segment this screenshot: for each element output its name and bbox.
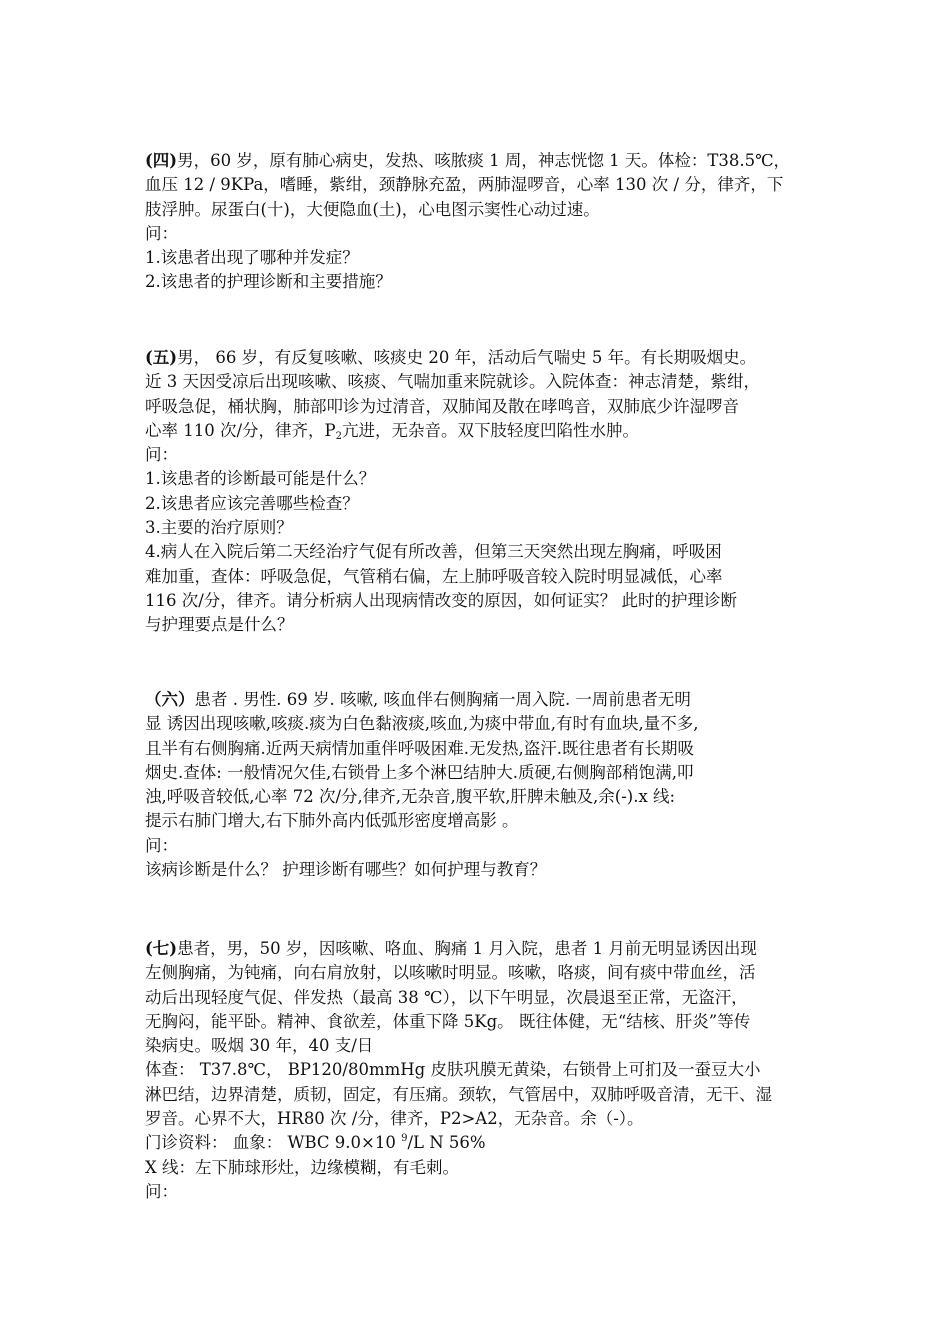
case-5-line-4: 心率 110 次/分，律齐，$P_2$亢进，无杂音。双下肢轻度凹陷性水肿。 xyxy=(145,420,640,442)
case-7-line-3: 动后出现轻度气促、伴发热（最高 38 ℃），以下午明显，次晨退至正常，无盗汗， xyxy=(145,987,748,1007)
case-7-ask: 问： xyxy=(145,1181,178,1201)
case-5 xyxy=(145,346,825,638)
case-4-line-3: 肢浮肿。尿蛋白(十)，大便隐血(土)，心电图示窦性心动过速。 xyxy=(145,199,600,219)
case-4 xyxy=(145,149,825,295)
case-7-line-4: 无胸闷，能平卧。精神、食欲差，体重下降 5Kg。 既往体健，无“结核、肝炎”等传 xyxy=(145,1011,751,1031)
case-5-line-3: 呼吸急促，桶状胸，肺部叩诊为过清音，双肺闻及散在哮鸣音，双肺底少许湿啰音 xyxy=(145,396,739,416)
case-7-line-5: 染病史。吸烟 30 年，40 支/日 xyxy=(145,1036,374,1056)
case-5-question-4-line-4: 与护理要点是什么？ xyxy=(145,615,294,635)
case-6-line-4: 烟史.查体: 一般情况欠佳,右锁骨上多个淋巴结肿大.质硬,右侧胸部稍饱满,叩 xyxy=(145,762,694,782)
case-7-line-9: 门诊资料： 血象： WBC 9.0×10 $^9$/L N 56% xyxy=(145,1133,486,1153)
case-6-heading: （六） xyxy=(145,690,195,709)
case-7-line-10: X 线：左下肺球形灶，边缘模糊，有毛刺。 xyxy=(145,1157,459,1177)
case-5-line-1: (五)男， 66 岁，有反复咳嗽、咳痰史 20 年，活动后气喘史 5 年。有长期吸烟史。 xyxy=(145,348,757,367)
case-5-line-2: 近 3 天因受凉后出现咳嗽、咳痰、气喘加重来院就诊。入院体查：神志清楚，紫绀， xyxy=(145,372,760,392)
case-6-line-1: （六）患者 . 男性. 69 岁. 咳嗽, 咳血伴右侧胸痛一周入院. 一周前患者无明 xyxy=(145,690,691,709)
case-6-line-3: 且半有右侧胸痛.近两天病情加重伴呼吸困难.无发热,盗汗.既往患者有长期吸 xyxy=(145,738,694,758)
case-5-question-4-line-2: 难加重，查体：呼吸急促，气管稍右偏，左上肺呼吸音较入院时明显减低，心率 xyxy=(145,566,723,586)
case-6-line-5: 浊,呼吸音较低,心率 72 次/分,律齐,无杂音,腹平软,肝脾未触及,余(-).x 线: xyxy=(145,787,676,807)
case-4-line-1: (四)男，60 岁，原有肺心病史，发热、咳脓痰 1 周，神志恍惚 1 天。体检：T38.5℃， xyxy=(145,151,791,170)
case-4-line-2: 血压 12 / 9KPa，嗜睡，紫绀，颈静脉充盈，两肺湿啰音，心率 130 次 / 分，律齐，下 xyxy=(145,175,784,195)
case-7-heading: (七) xyxy=(145,939,178,958)
case-6-line-6: 提示右肺门增大,右下肺外高内低弧形密度增高影 。 xyxy=(145,811,519,831)
case-7 xyxy=(145,937,825,1204)
case-5-question-4-line-1: 4.病人在入院后第二天经治疗气促有所改善，但第三天突然出现左胸痛，呼吸困 xyxy=(145,542,722,562)
case-5-question-4-line-3: 116 次/分，律齐。请分析病人出现病情改变的原因，如何证实？ 此时的护理诊断 xyxy=(145,590,738,610)
case-7-line-8: 罗音。心界不大，HR80 次 /分，律齐，P2>A2，无杂音。余（-）。 xyxy=(145,1109,644,1129)
case-7-line-6: 体查： T37.8℃， BP120/80mmHg 皮肤巩膜无黄染，右锁骨上可扪及一蚕豆大小 xyxy=(145,1060,761,1080)
case-6 xyxy=(145,688,825,882)
case-5-question-1: 1.该患者的诊断最可能是什么？ xyxy=(145,469,376,489)
case-6-question: 该病诊断是什么？ 护理诊断有哪些？如何护理与教育？ xyxy=(145,860,547,880)
case-4-heading: (四) xyxy=(145,151,178,170)
case-5-question-2: 2.该患者应该完善哪些检查？ xyxy=(145,493,359,513)
case-7-line-1: (七)患者，男，50 岁，因咳嗽、咯血、胸痛 1 月入院，患者 1 月前无明显诱因出现 xyxy=(145,939,757,958)
case-5-ask: 问： xyxy=(145,445,178,465)
case-4-question-2: 2.该患者的护理诊断和主要措施？ xyxy=(145,272,392,292)
case-4-ask: 问： xyxy=(145,223,178,243)
case-4-question-1: 1.该患者出现了哪种并发症？ xyxy=(145,248,359,268)
case-5-heading: (五) xyxy=(145,348,178,367)
case-7-line-2: 左侧胸痛，为钝痛，向右肩放射，以咳嗽时明显。咳嗽，咯痰，间有痰中带血丝，活 xyxy=(145,963,756,983)
case-6-line-2: 显 诱因出现咳嗽,咳痰.痰为白色黏液痰,咳血,为痰中带血,有时有血块,量不多, xyxy=(145,714,699,734)
case-6-ask: 问： xyxy=(145,835,178,855)
case-7-line-7: 淋巴结，边界清楚，质韧，固定，有压痛。颈软，气管居中，双肺呼吸音清，无干、湿 xyxy=(145,1084,772,1104)
case-5-question-3: 3.主要的治疗原则？ xyxy=(145,518,293,538)
